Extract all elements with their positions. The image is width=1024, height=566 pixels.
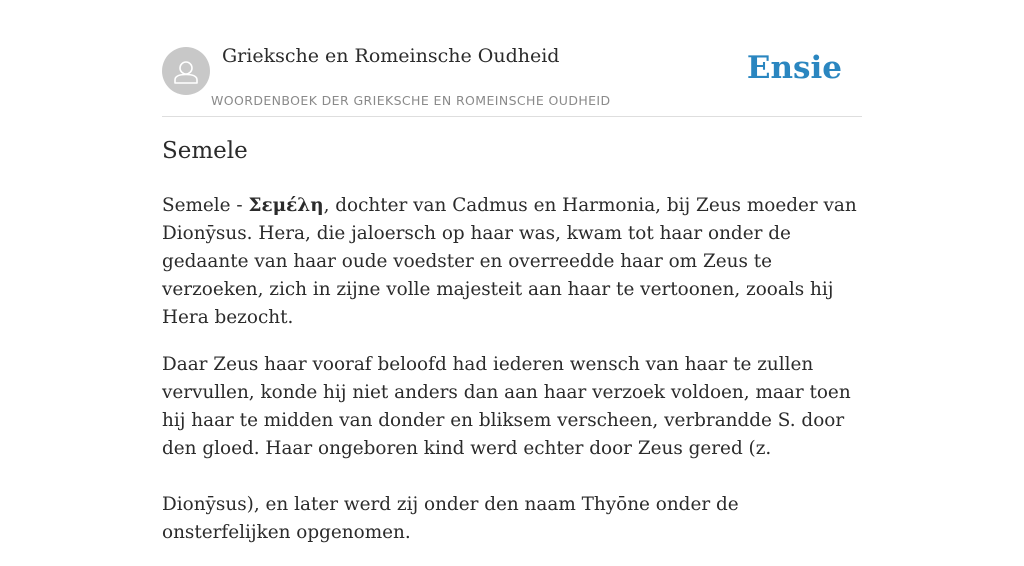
entry-paragraph: Dionȳsus), en later werd zij onder den naam Thyōne onder de onsterfelijken opgenomen. [162, 494, 739, 543]
avatar[interactable] [162, 47, 210, 95]
header [162, 0, 862, 117]
brand-logo[interactable]: Ensie [746, 50, 842, 86]
entry-paragraph [162, 192, 862, 332]
book-subtitle: WOORDENBOEK DER GRIEKSCHE EN ROMEINSCHE OUDHEID [211, 93, 611, 108]
entry-body [162, 192, 862, 566]
entry-text: , dochter van Cadmus en Harmonia, bij Zeus moeder van Dionȳsus. Hera, die jaloersch op haar was, kwam tot haar onder de gedaante van haar oude voedster en overreedde haar om Zeus te verzoeken, zich in zijne volle majesteit aan haar te vertoonen, zooals hij Hera bezocht. [162, 195, 857, 328]
entry-lemma: Semele - [162, 195, 249, 216]
entry-title: Semele [162, 138, 248, 164]
user-silhouette-icon [162, 47, 210, 95]
entry-paragraph: Daar Zeus haar vooraf beloofd had iederen wensch van haar te zullen vervullen, konde hij niet anders dan aan haar verzoek voldoen, maar toen hij haar te midden van donder en bliksem verscheen, verbrandde S. door den gloed. Haar ongeboren kind werd echter door Zeus gered (z. [162, 354, 851, 459]
greek-term: Σεμέλη [248, 195, 324, 216]
book-title[interactable]: Grieksche en Romeinsche Oudheid [222, 45, 560, 67]
